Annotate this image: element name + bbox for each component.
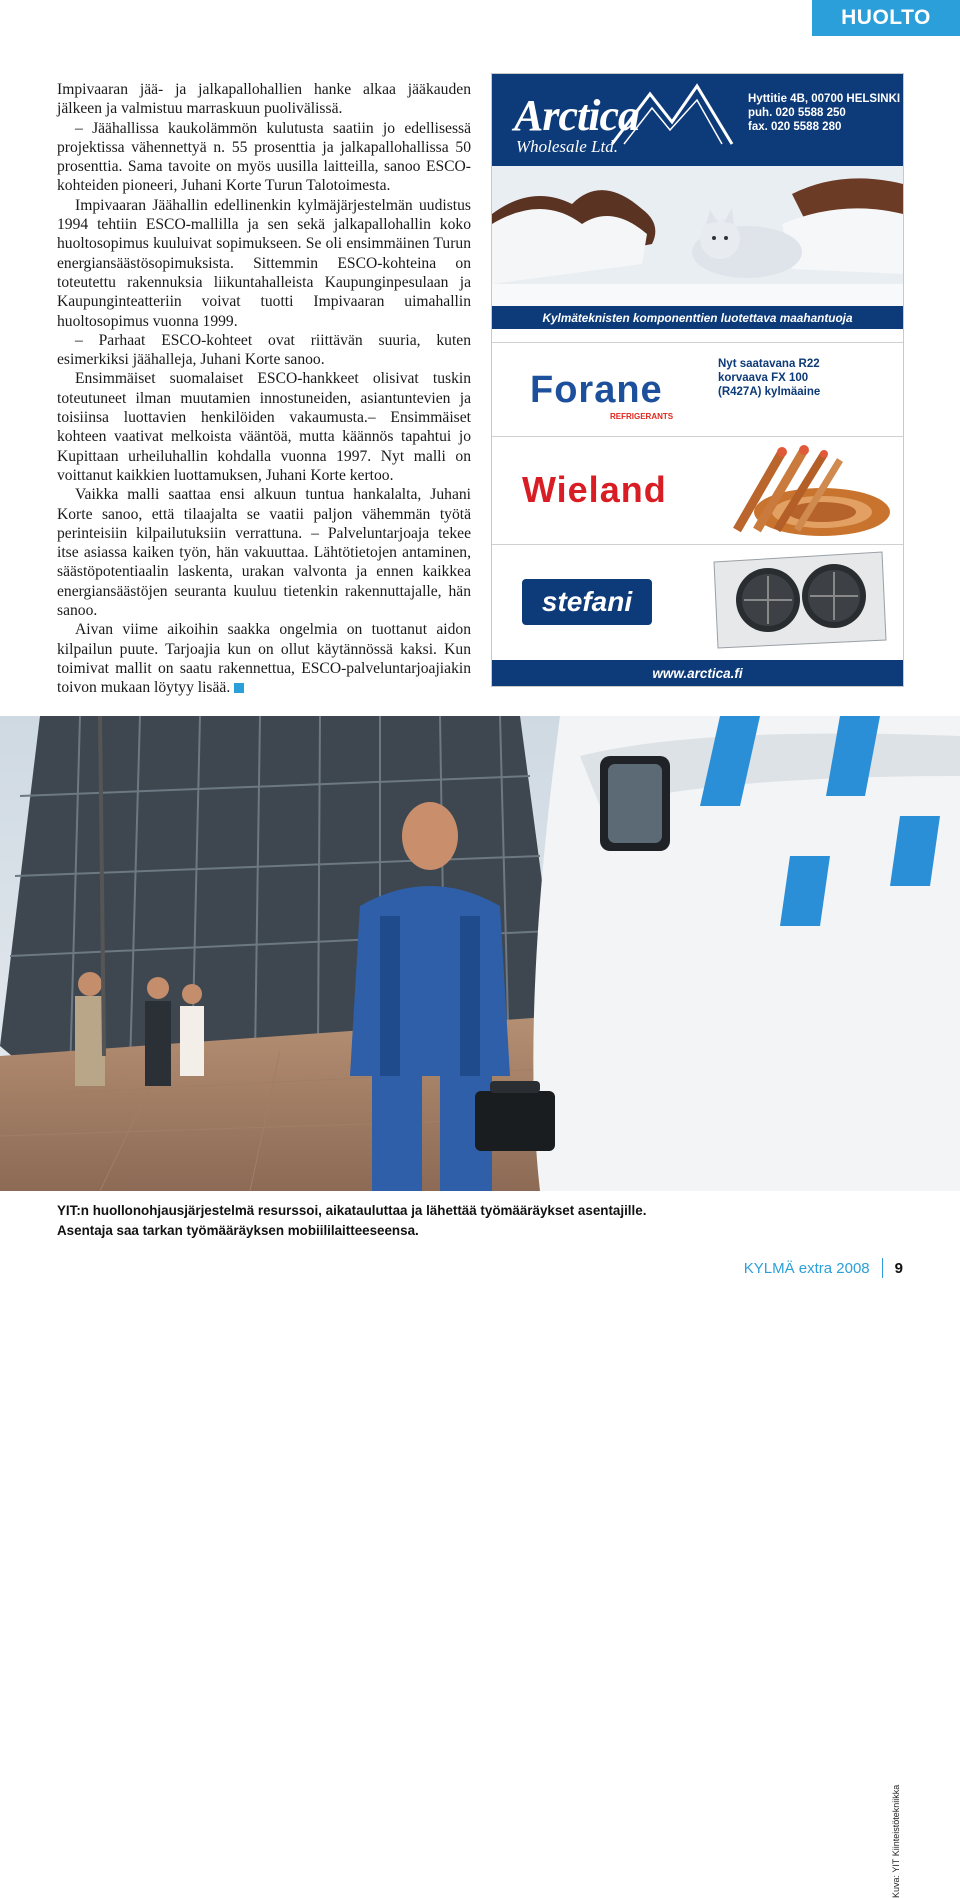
copper-pipes-image xyxy=(712,442,892,538)
stefani-logo: stefani xyxy=(522,579,652,625)
caption-line-2: Asentaja saa tarkan työmääräyksen mobiililaitteeseensa. xyxy=(57,1223,419,1238)
article-paragraph-last xyxy=(57,620,471,697)
condenser-unit-image xyxy=(704,548,894,654)
ad-banner: Kylmäteknisten komponenttien luotettava maahantuoja xyxy=(492,306,903,329)
contact-info xyxy=(748,92,900,134)
photo-credit: Kuva: YIT Kiinteistötekniikka xyxy=(891,1784,901,1898)
end-mark-icon xyxy=(234,683,244,693)
article-body xyxy=(57,80,471,698)
article-paragraph: Impivaaran Jäähallin edellinenkin kylmäjärjestelmän uudistus 1994 tehtiin ESCO-mallilla ja sen sekä jalkapallohallin koko huoltosopimus kuuluivat sopimukseen. Se oli ensimmäinen Turun energiansäästösopimuksista. Sittemmin ESCO-kohteina on toteutettu rakennuksia liikuntahalleista Kaupunginpesulaan ja Kaupunginteatteriin voivat tuotti Impivaaran uimahallin huoltosopimus vuonna 1999. xyxy=(57,196,471,330)
magazine-issue: extra 2008 xyxy=(798,1259,870,1277)
article-paragraph: Ensimmäiset suomalaiset ESCO-hankkeet olisivat tuskin toteutuneet ilman muutamien innostuneiden, asiantuntevien ja toisiinsa luottavien henkilöiden vakaumusta.– Ensimmäiset kohteen vaativat melkoista vääntöä, mutta käännös tapahtui jo Kupittaan urheiluhallin kohdalla vuonna 1997. Nyt malli on voittanut kaikkien luottamuksen, Juhani Korte kertoo. xyxy=(57,370,471,484)
r22-text xyxy=(718,357,820,399)
website-link[interactable]: www.arctica.fi xyxy=(492,660,903,686)
address: Hyttitie 4B, 00700 HELSINKI xyxy=(748,93,901,105)
page-number: 9 xyxy=(894,1259,903,1277)
article-paragraph: – Parhaat ESCO-kohteet ovat riittävän suuria, kuten esimerkiksi jäähalleja, Juhani Korte sanoo. xyxy=(57,331,471,369)
forane-subtitle: REFRIGERANTS xyxy=(610,412,674,421)
section-tab xyxy=(812,0,960,36)
article-paragraph-text: Aivan viime aikoihin saakka ongelmia on tuottanut aidon kilpailun puute. Tarjoajia kun on ollut käytännössä kaksi. Kun toimivat mallit on saatu rakennettua, ESCO-palveluntarjoajiakin toivon mukaan löytyy lisää. xyxy=(57,621,471,697)
arctica-subtitle: Wholesale Ltd. xyxy=(516,137,618,156)
r22-line-1: Nyt saatavana R22 xyxy=(718,358,820,370)
section-title: HUOLTO xyxy=(841,6,931,29)
article-paragraph: Impivaaran jää- ja jalkapallohallien hanke alkaa jääkauden jälkeen ja valmistuu marraskuun puolivälissä. xyxy=(57,81,471,118)
footer-divider xyxy=(882,1258,883,1278)
r22-line-3: (R427A) kylmäaine xyxy=(718,386,821,398)
article-paragraph: – Jäähallissa kaukolämmön kulutusta saatiin jo edellisessä projektissa vähennettyä n. 55 prosenttia ja jalkapallohallissa 50 prosenttia. Sama tavoite on myös uusilla laitteilla, sanoo ESCO-kohteiden pioneeri, Juhani Korte Turun Talotoimesta. xyxy=(57,119,471,195)
arctica-logo: Arctica xyxy=(514,91,639,140)
page-footer xyxy=(744,1258,903,1278)
caption-line-1: YIT:n huollonohjausjärjestelmä resurssoi, aikatauluttaa ja lähettää työmääräykset asentajille. xyxy=(57,1203,647,1218)
article-paragraph: Vaikka malli saattaa ensi alkuun tuntua hankalalta, Juhani Korte sanoo, että tilaajalta se vaatii paljon vähemmän työtä perinteisiin kilpailutuksiin verrattuna. – Palveluntarjoaja tekee itse asiassa kaiken työn, hän vakuuttaa. Lähtötietojen antaminen, säästöpotentiaalin laskenta, urakan valvonta ja ennen kaikkea energiansäästöjen seuranta kuuluu tietenkin rakennuttajalle, hän sanoo. xyxy=(57,486,471,620)
arctica-advertisement[interactable] xyxy=(491,73,904,687)
r22-line-2: korvaava FX 100 xyxy=(718,372,809,384)
forane-logo: Forane xyxy=(530,369,663,411)
wieland-logo: Wieland xyxy=(522,469,667,510)
fax: fax. 020 5588 280 xyxy=(748,121,842,133)
technician-van-image xyxy=(0,716,960,1191)
magazine-title: KYLMÄ xyxy=(743,1259,795,1277)
ad-hero xyxy=(492,74,903,329)
photo-caption xyxy=(57,1201,917,1241)
phone: puh. 020 5588 250 xyxy=(748,107,846,119)
